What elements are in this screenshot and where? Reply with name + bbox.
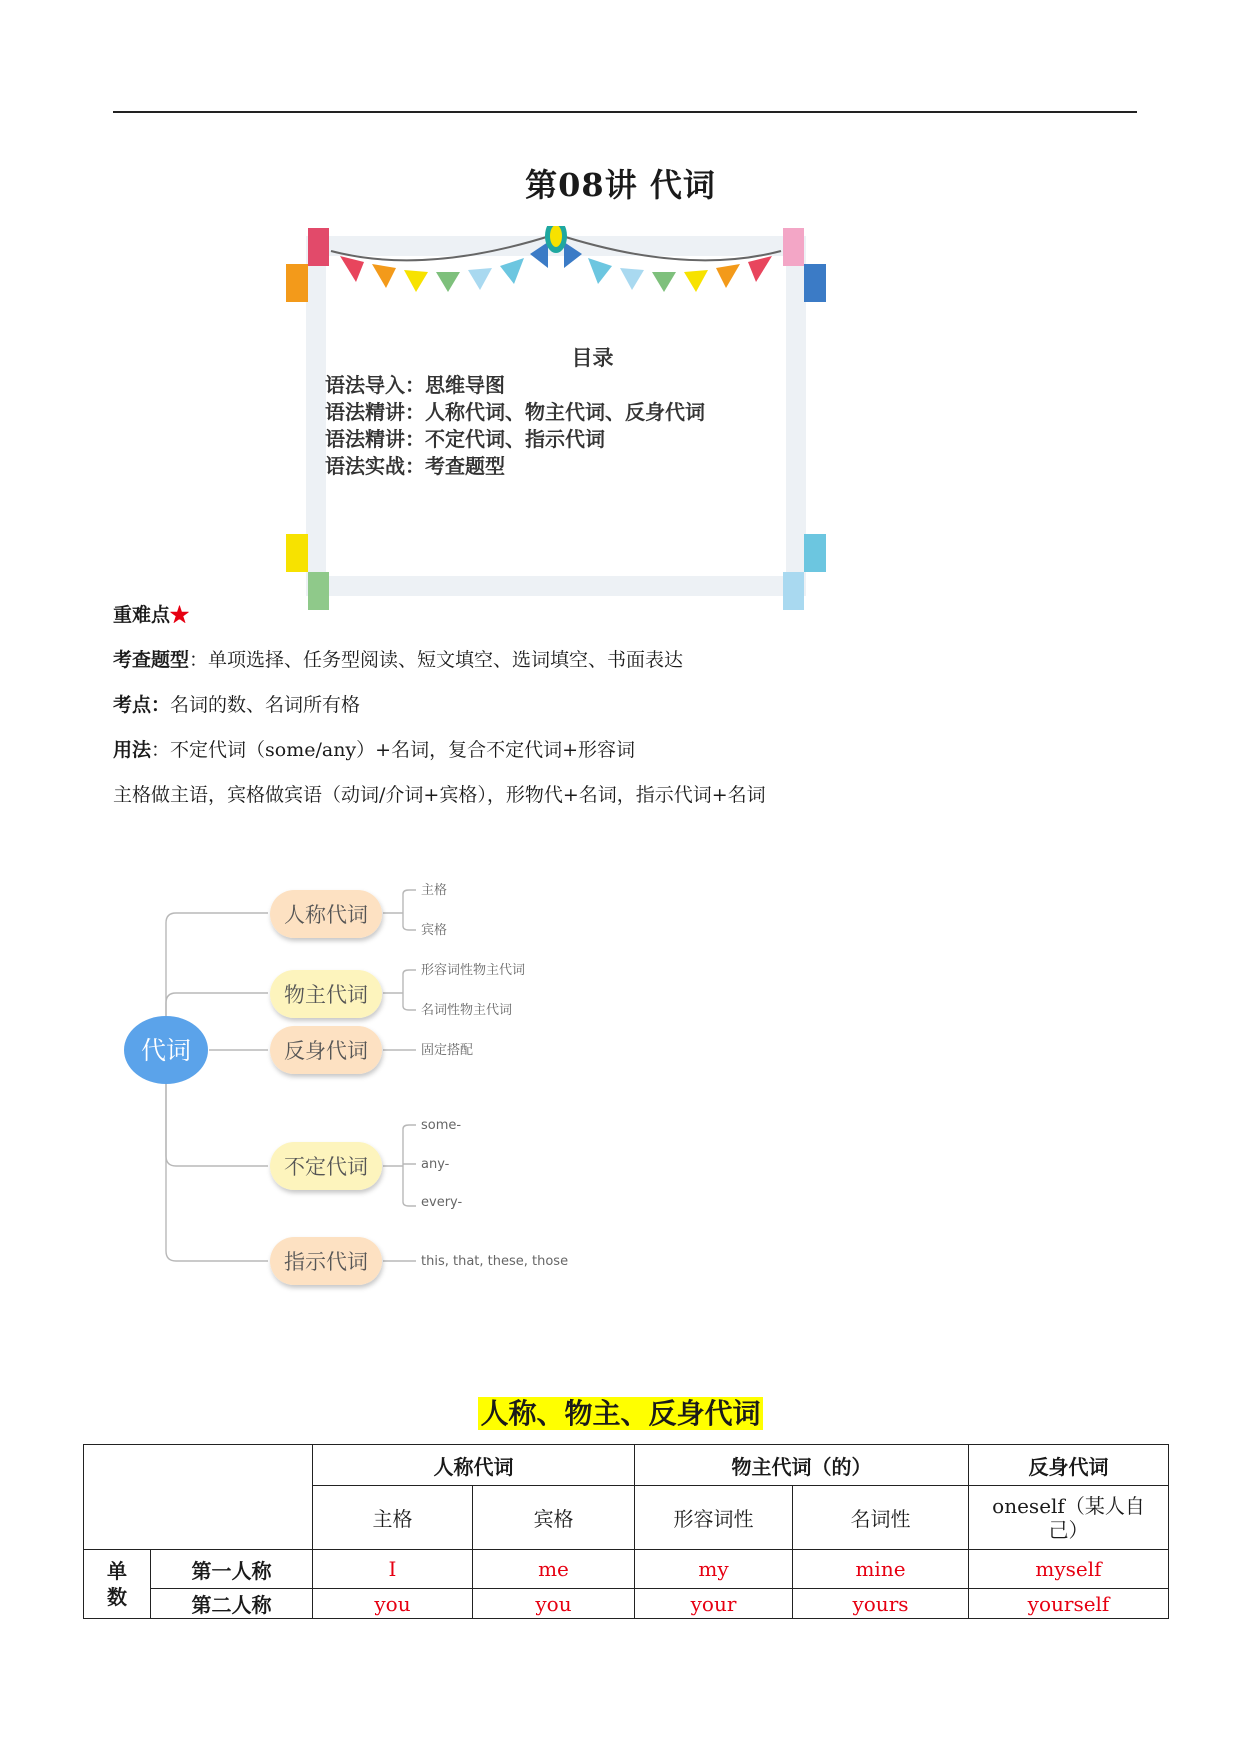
table-subheader: 形容词性 [635,1486,793,1550]
pronoun-table [83,1444,1169,1619]
table-cell: my [635,1550,793,1589]
mindmap-branch-label: 不定代词 [284,1155,368,1179]
table-subheader: 主格 [313,1486,473,1550]
mindmap-leaf: 固定搭配 [421,1043,474,1058]
toc-item: 语法实战：考查题型 [325,454,505,478]
usage-line [113,738,635,762]
toc-heading: 目录 [571,346,614,370]
section-title-text: 人称、物主、反身代词 [480,1397,761,1430]
toc-item: 语法精讲：不定代词、指示代词 [325,427,605,451]
table-cell: you [313,1589,473,1619]
question-types-line [113,648,683,672]
star-icon: ★ [170,604,190,626]
table-cell: yourself [969,1589,1169,1619]
usage-value: ：不定代词（some/any）+名词，复合不定代词+形容词 [151,739,636,761]
toc-item: 语法导入：思维导图 [325,373,505,397]
table-group-header: 物主代词（的） [635,1445,969,1486]
mindmap-root-label: 代词 [140,1036,192,1065]
mindmap-leaf: 名词性物主代词 [421,1003,513,1018]
key-points-heading [113,603,189,627]
usage-line-2: 主格做主语，宾格做宾语（动词/介词+宾格），形物代+名词，指示代词+名词 [113,784,766,806]
page-title: 第08讲 代词 [525,166,716,204]
table-person-cell: 第二人称 [151,1589,313,1619]
table-group-header: 人称代词 [313,1445,635,1486]
table-subheader: oneself（某人自己） [969,1486,1169,1550]
toc-list [325,345,720,480]
mindmap [113,838,633,1318]
exam-points-label: 考点： [113,694,171,716]
table-subheader: 名词性 [793,1486,969,1550]
table-cell: me [473,1550,635,1589]
exam-points-line [113,693,360,717]
table-number-cell: 单数 [84,1550,151,1619]
table-cell: yours [793,1589,969,1619]
header-rule [113,111,1137,113]
mindmap-leaf: 主格 [421,883,448,898]
mindmap-leaf: some- [421,1118,462,1133]
table-corner-cell [84,1445,313,1550]
section-title [0,1392,1241,1432]
question-types-label: 考查题型 [113,649,190,671]
mindmap-branch-label: 指示代词 [284,1250,368,1274]
usage-label: 用法 [113,739,152,761]
mindmap-leaf: this, that, these, those [421,1254,569,1269]
table-subheader: 宾格 [473,1486,635,1550]
mindmap-leaf: any- [421,1157,450,1172]
table-group-header: 反身代词 [969,1445,1169,1486]
mindmap-leaf: 宾格 [421,923,448,938]
table-cell: I [313,1550,473,1589]
exam-points-value: 名词的数、名词所有格 [170,694,361,716]
table-cell: your [635,1589,793,1619]
table-cell: mine [793,1550,969,1589]
table-cell: you [473,1589,635,1619]
toc-item: 语法精讲：人称代词、物主代词、反身代词 [325,400,705,424]
mindmap-branch-label: 人称代词 [284,903,368,927]
table-person-cell: 第一人称 [151,1550,313,1589]
mindmap-leaf: 形容词性物主代词 [421,963,526,978]
table-cell: myself [969,1550,1169,1589]
question-types-value: ：单项选择、任务型阅读、短文填空、选词填空、书面表达 [189,649,684,671]
key-points-label: 重难点 [113,604,171,626]
mindmap-branch-label: 物主代词 [284,983,368,1007]
mindmap-leaf: every- [421,1195,463,1210]
mindmap-branch-label: 反身代词 [284,1039,368,1063]
